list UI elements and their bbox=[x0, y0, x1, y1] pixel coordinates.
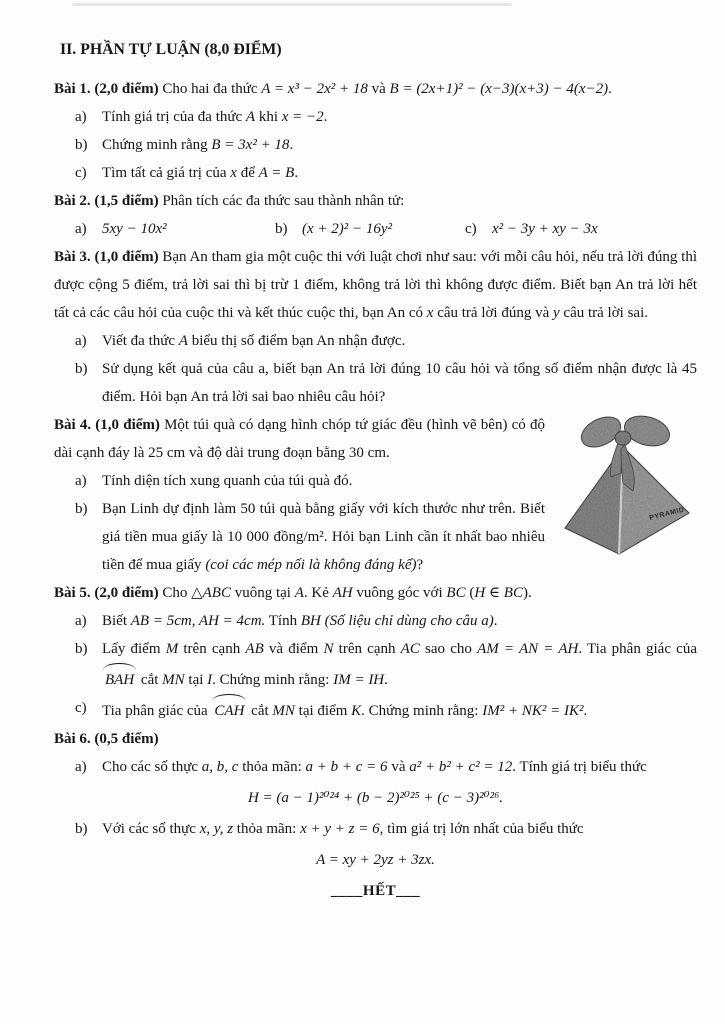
item-text: Tìm tất cả giá trị của x để A = B. bbox=[102, 165, 299, 181]
item-marker: b) bbox=[75, 361, 88, 377]
problem-bai-1 bbox=[54, 75, 697, 187]
item-marker: b) bbox=[75, 501, 88, 517]
gift-pyramid-figure bbox=[555, 407, 697, 559]
problem-bai-3 bbox=[54, 243, 697, 411]
item-marker: a) bbox=[75, 613, 87, 629]
problem-5-item-b bbox=[54, 635, 697, 694]
problem-3-heading: Bài 3. (1,0 điểm) Bạn An tham gia một cuộc thi với luật chơi như sau: với mỗi câu hỏi, nếu trả lời đúng thì được cộng 5 điểm, trả lời sai thì bị trừ 1 điểm, không trả lời thì không được điểm. Biết bạn An trả lời hết tất cả các câu hỏi của cuộc thi và kết thúc cuộc thi, bạn An có x câu trả lời đúng và y câu trả lời sai. bbox=[54, 249, 697, 321]
item-text: Cho các số thực a, b, c thỏa mãn: a + b + c = 6 và a² + b² + c² = 12. Tính giá trị biểu thức bbox=[102, 759, 647, 775]
problem-3-item-b bbox=[54, 355, 697, 411]
item-marker: b) bbox=[75, 137, 88, 153]
item-text: Tính diện tích xung quanh của túi quà đó. bbox=[102, 473, 353, 489]
problem-bai-2 bbox=[54, 187, 697, 243]
problem-1-item-a bbox=[54, 103, 697, 131]
item-marker: c) bbox=[75, 165, 87, 181]
item-marker: c) bbox=[465, 221, 477, 237]
item-marker: c) bbox=[75, 700, 87, 716]
problem-5-item-c bbox=[54, 694, 697, 725]
problem-4-item-b bbox=[54, 495, 545, 579]
problem-2-item-a bbox=[75, 215, 275, 243]
problem-2-item-c bbox=[465, 215, 697, 243]
item-text: Chứng minh rằng B = 3x² + 18. bbox=[102, 137, 294, 153]
item-text: Biết AB = 5cm, AH = 4cm. Tính BH (Số liệu chỉ dùng cho câu a). bbox=[102, 613, 498, 629]
item-text: 5xy − 10x² bbox=[102, 221, 167, 237]
problem-bai-4 bbox=[54, 411, 697, 579]
item-text: Tính giá trị của đa thức A khi x = −2. bbox=[102, 109, 328, 125]
item-marker: b) bbox=[275, 221, 288, 237]
item-text: Bạn Linh dự định làm 50 túi quà bằng giấy với kích thước như trên. Biết giá tiền mua giấy là 10 000 đồng/m². Hỏi bạn Linh cần ít nhất bao nhiêu tiền để mua giấy (coi các mép nối là không đáng kể)? bbox=[102, 501, 545, 573]
formula-h: H = (a − 1)²⁰²⁴ + (b − 2)²⁰²⁵ + (c − 3)²⁰²⁶. bbox=[247, 790, 504, 806]
problem-bai-6 bbox=[54, 725, 697, 874]
scan-artifact bbox=[72, 3, 512, 6]
item-text: x² − 3y + xy − 3x bbox=[492, 221, 598, 237]
problem-2-items-row bbox=[54, 215, 697, 243]
problem-1-item-c bbox=[54, 159, 697, 187]
item-marker: a) bbox=[75, 473, 87, 489]
problem-6-heading: Bài 6. (0,5 điểm) bbox=[54, 731, 159, 747]
item-text: Sử dụng kết quả của câu a, biết bạn An trả lời đúng 10 câu hỏi và tổng số điểm nhận được là 45 điểm. Hỏi bạn An trả lời sai bao nhiêu câu hỏi? bbox=[102, 361, 697, 405]
problem-6-item-b bbox=[54, 815, 697, 843]
formula-a: A = xy + 2yz + 3zx. bbox=[316, 852, 435, 868]
item-text: (x + 2)² − 16y² bbox=[302, 221, 393, 237]
problem-6-item-a bbox=[54, 753, 697, 781]
item-marker: b) bbox=[75, 641, 88, 657]
item-marker: a) bbox=[75, 221, 87, 237]
end-marker: ____HẾT___ bbox=[330, 883, 421, 899]
item-text: Với các số thực x, y, z thỏa mãn: x + y + z = 6, tìm giá trị lớn nhất của biểu thức bbox=[102, 821, 584, 837]
problem-2-item-b bbox=[275, 215, 465, 243]
item-marker: b) bbox=[75, 821, 88, 837]
problem-5-heading: Bài 5. (2,0 điểm) Cho △ABC vuông tại A. Kẻ AH vuông góc với BC (H ∈ BC). bbox=[54, 585, 532, 601]
item-text: Viết đa thức A biểu thị số điểm bạn An nhận được. bbox=[102, 333, 406, 349]
section-title: II. PHẦN TỰ LUẬN (8,0 ĐIỂM) bbox=[60, 41, 282, 58]
bow bbox=[576, 411, 673, 491]
pyramid-gift-icon bbox=[555, 407, 697, 559]
problem-1-item-b bbox=[54, 131, 697, 159]
item-text: Lấy điểm M trên cạnh AB và điểm N trên cạnh AC sao cho AM = AN = AH. Tia phân giác của BAH cắt MN tại I. Chứng minh rằng: IM = IH. bbox=[102, 635, 697, 694]
problem-5-item-a bbox=[54, 607, 697, 635]
figure-brand-label: PYRAMID bbox=[648, 506, 686, 522]
item-marker: a) bbox=[75, 109, 87, 125]
problem-1-heading: Bài 1. (2,0 điểm) Cho hai đa thức A = x³ − 2x² + 18 và B = (2x+1)² − (x−3)(x+3) − 4(x−2). bbox=[54, 81, 612, 97]
problem-3-item-a bbox=[54, 327, 697, 355]
item-marker: a) bbox=[75, 333, 87, 349]
problem-bai-5 bbox=[54, 579, 697, 725]
problem-4-heading: Bài 4. (1,0 điểm) Một túi quà có dạng hình chóp tứ giác đều (hình vẽ bên) có độ dài cạnh đáy là 25 cm và độ dài trung đoạn bằng 30 cm. bbox=[54, 417, 545, 461]
problem-2-heading: Bài 2. (1,5 điểm) Phân tích các đa thức sau thành nhân tử: bbox=[54, 193, 405, 209]
item-text: Tia phân giác của CAH cắt MN tại điểm K. Chứng minh rằng: IM² + NK² = IK². bbox=[102, 694, 697, 725]
problem-4-item-a bbox=[54, 467, 545, 495]
item-marker: a) bbox=[75, 759, 87, 775]
